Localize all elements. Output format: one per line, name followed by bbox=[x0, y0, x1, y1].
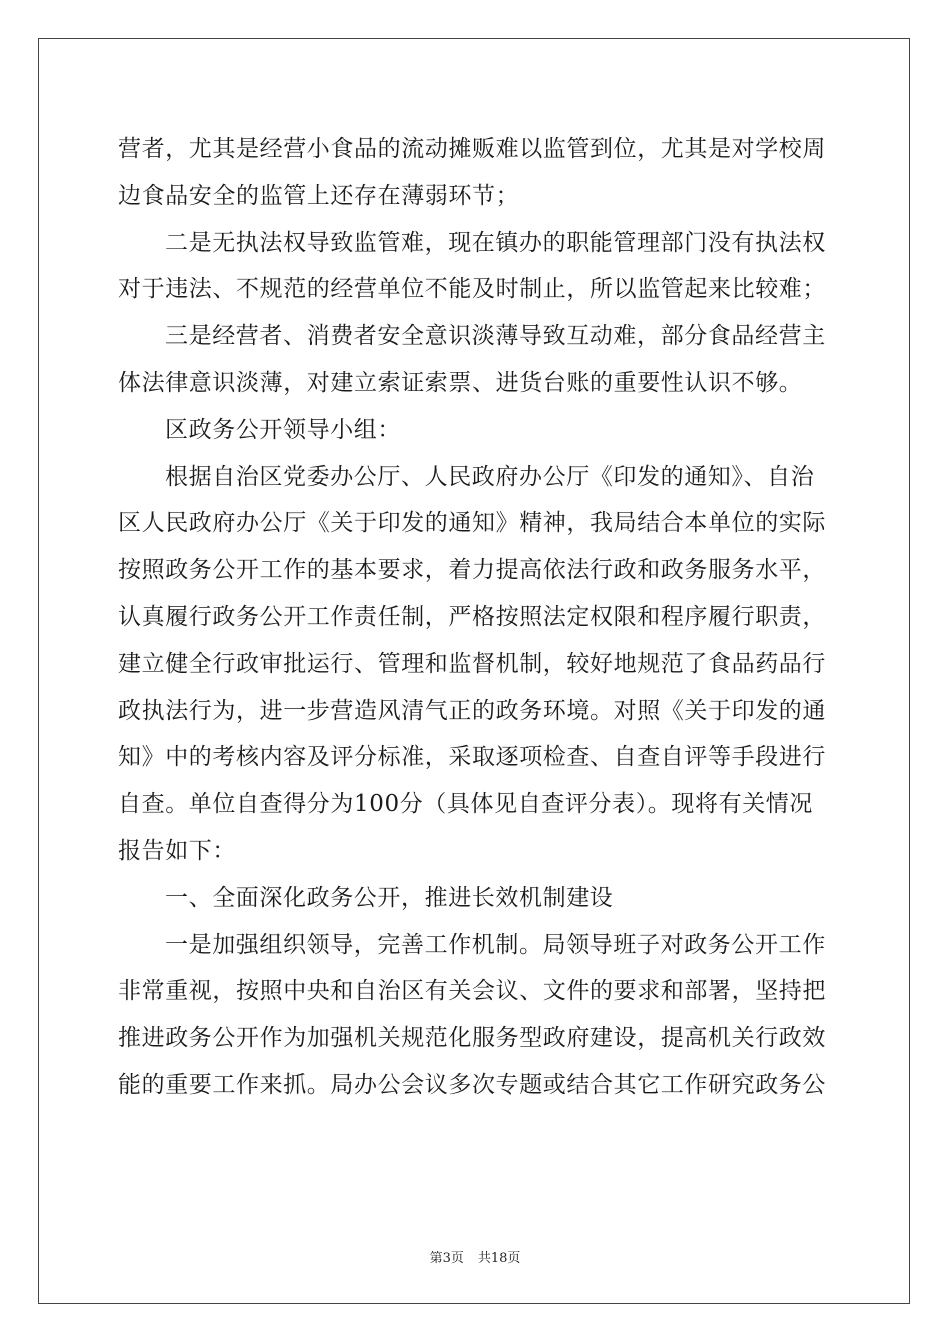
text-line: 区人民政府办公厅《关于印发的通知》精神，我局结合本单位的实际 bbox=[118, 510, 826, 537]
text-line: 知》中的考核内容及评分标准，采取逐项检查、自查自评等手段进行 bbox=[118, 744, 826, 771]
text-line: 非常重视，按照中央和自治区有关会议、文件的要求和部署，坚持把 bbox=[118, 978, 826, 1005]
text-line: 区政务公开领导小组： bbox=[165, 416, 401, 443]
text-line: 报告如下： bbox=[118, 837, 236, 864]
text-line: 政执法行为，进一步营造风清气正的政务环境。对照《关于印发的通 bbox=[118, 697, 826, 724]
text-line: 三是经营者、消费者安全意识淡薄导致互动难，部分食品经营主 bbox=[165, 323, 826, 350]
document-body bbox=[118, 126, 838, 1109]
text-line: 能的重要工作来抓。局办公会议多次专题或结合其它工作研究政务公 bbox=[118, 1071, 826, 1098]
text-line: 建立健全行政审批运行、管理和监督机制，较好地规范了食品药品行 bbox=[118, 650, 826, 677]
text-line: 边食品安全的监管上还存在薄弱环节； bbox=[118, 182, 520, 209]
text-line: 根据自治区党委办公厅、人民政府办公厅《印发的通知》、自治 bbox=[165, 463, 815, 490]
page-number: 第3页 bbox=[429, 1251, 464, 1266]
text-line: 认真履行政务公开工作责任制，严格按照法定权限和程序履行职责， bbox=[118, 603, 826, 630]
page-footer bbox=[0, 1247, 950, 1266]
text-line: 对于违法、不规范的经营单位不能及时制止，所以监管起来比较难； bbox=[118, 276, 826, 303]
text-line: 体法律意识淡薄，对建立索证索票、进货台账的重要性认识不够。 bbox=[118, 369, 803, 396]
text-line: 一是加强组织领导，完善工作机制。局领导班子对政务公开工作 bbox=[165, 931, 826, 958]
text-line: 自查。单位自查得分为100分（具体见自查评分表）。现将有关情况 bbox=[118, 791, 813, 818]
text-line: 推进政务公开作为加强机关规范化服务型政府建设，提高机关行政效 bbox=[118, 1025, 826, 1052]
page-total: 共18页 bbox=[477, 1251, 521, 1266]
text-line: 二是无执法权导致监管难，现在镇办的职能管理部门没有执法权 bbox=[165, 229, 826, 256]
text-line: 一、全面深化政务公开，推进长效机制建设 bbox=[165, 884, 614, 911]
text-line: 营者，尤其是经营小食品的流动摊贩难以监管到位，尤其是对学校周 bbox=[118, 136, 826, 162]
text-line: 按照政务公开工作的基本要求，着力提高依法行政和政务服务水平， bbox=[118, 557, 826, 584]
